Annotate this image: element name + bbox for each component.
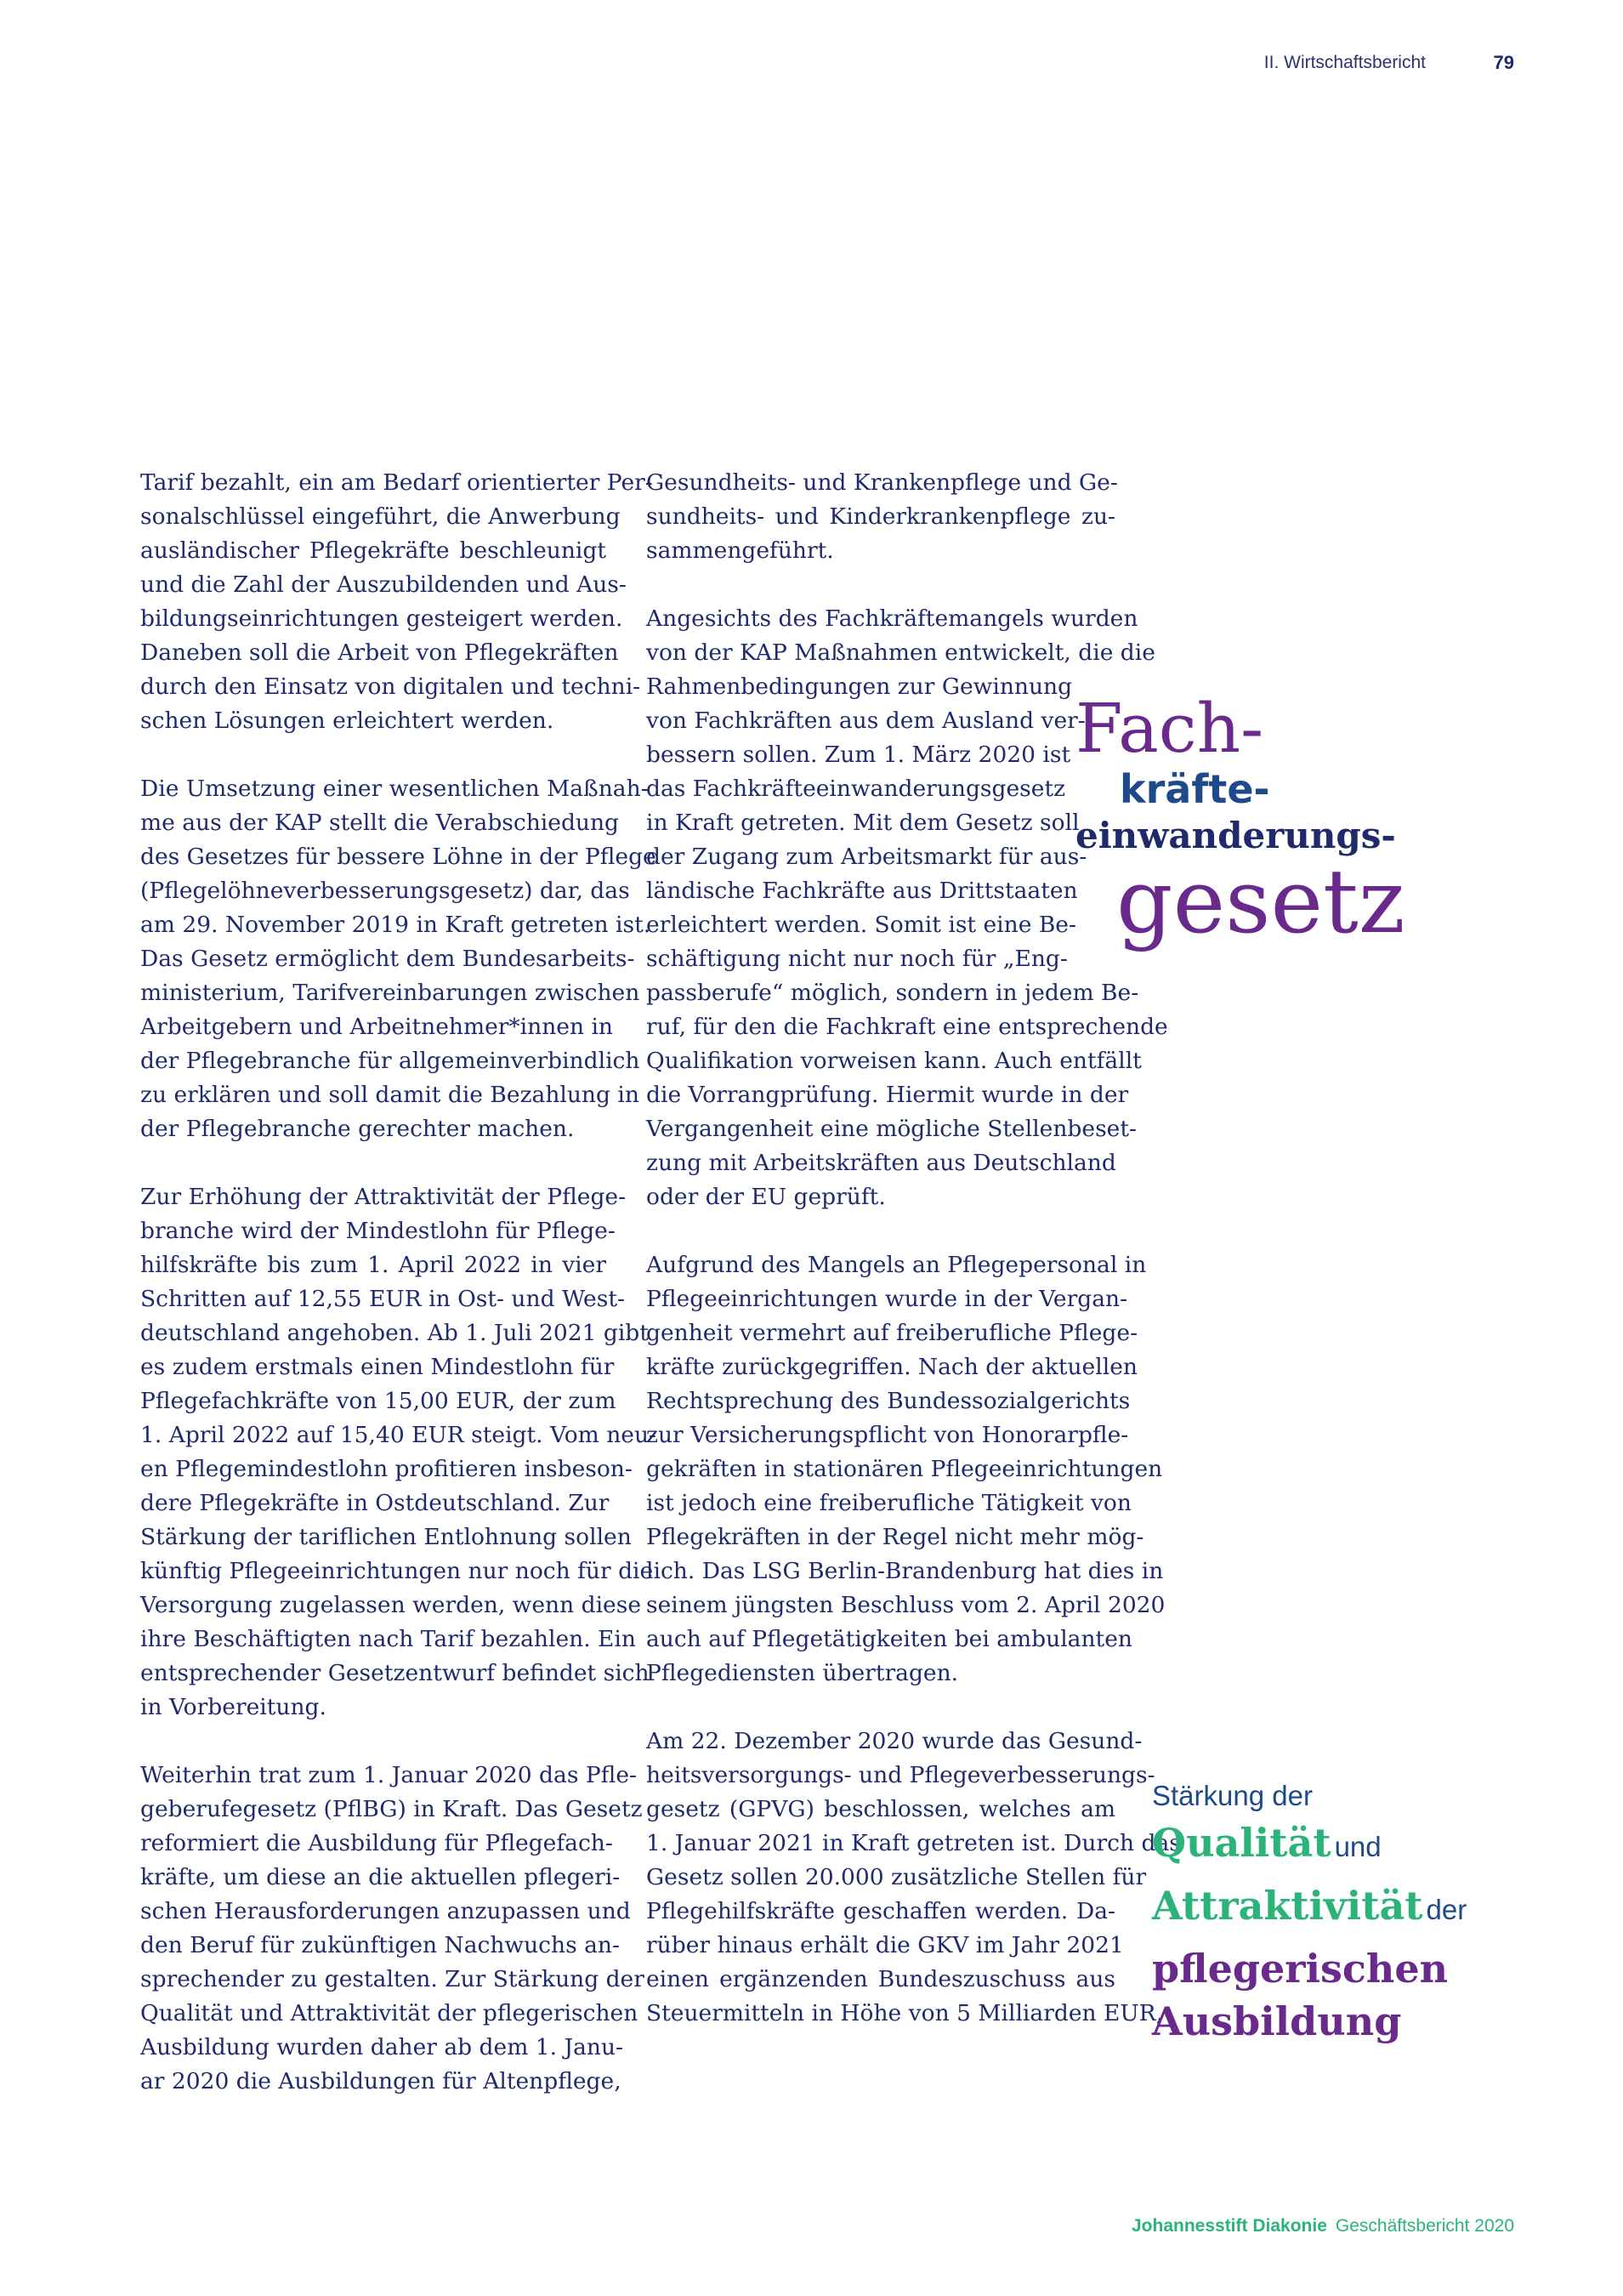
page-footer bbox=[1132, 2216, 1514, 2236]
text-line: entsprechender Gesetzentwurf befindet sich bbox=[140, 1660, 650, 1686]
paragraph bbox=[646, 1248, 1166, 1691]
text-line: von Fachkräften aus dem Ausland ver- bbox=[646, 708, 1086, 734]
pull-quote-line: Stärkung der bbox=[1152, 1780, 1313, 1811]
text-line: zur Versicherungspflicht von Honorarpfle- bbox=[646, 1422, 1129, 1448]
text-line: erleichtert werden. Somit ist eine Be- bbox=[646, 912, 1076, 938]
text-line: Vergangenheit eine mögliche Stellenbeset- bbox=[646, 1116, 1137, 1142]
text-line: ihre Beschäftigten nach Tarif bezahlen. Ein bbox=[140, 1626, 636, 1652]
text-line: Angesichts des Fachkräftemangels wurden bbox=[646, 605, 1138, 632]
text-line: und die Zahl der Auszubildenden und Aus- bbox=[140, 571, 627, 598]
text-line: sammengeführt. bbox=[646, 537, 834, 564]
pull-quote-line: pflegerischen bbox=[1152, 1946, 1449, 1992]
text-line: hilfskräfte bis zum 1. April 2022 in vier bbox=[140, 1252, 606, 1278]
text-line: am 29. November 2019 in Kraft getreten ist. bbox=[140, 912, 651, 938]
text-line: Das Gesetz ermöglicht dem Bundesarbeits- bbox=[140, 946, 635, 972]
text-line: bildungseinrichtungen gesteigert werden. bbox=[140, 605, 623, 632]
text-line: Ausbildung wurden daher ab dem 1. Janu- bbox=[140, 2034, 623, 2060]
text-line: es zudem erstmals einen Mindestlohn für bbox=[140, 1354, 615, 1380]
text-line: Pflegehilfskräfte geschaffen werden. Da- bbox=[646, 1898, 1115, 1924]
paragraph bbox=[646, 602, 1168, 1214]
text-line: künftig Pflegeeinrichtungen nur noch für die bbox=[140, 1558, 654, 1584]
pull-quote-word: Fach- bbox=[1075, 689, 1264, 768]
text-line: 1. April 2022 auf 15,40 EUR steigt. Vom neu- bbox=[140, 1422, 657, 1448]
text-line: Stärkung der tariflichen Entlohnung sollen bbox=[140, 1524, 632, 1550]
text-line: Steuermitteln in Höhe von 5 Milliarden EUR, bbox=[646, 2000, 1164, 2026]
text-line: auch auf Pflegetätigkeiten bei ambulanten bbox=[646, 1626, 1132, 1652]
text-line: Rechtsprechung des Bundessozialgerichts bbox=[646, 1388, 1131, 1414]
text-line: die Vorrangprüfung. Hiermit wurde in der bbox=[646, 1082, 1129, 1108]
text-line: Versorgung zugelassen werden, wenn diese bbox=[140, 1592, 642, 1618]
text-line: Pflegediensten übertragen. bbox=[646, 1660, 959, 1686]
text-line: (Pflegelöhneverbesserungsgesetz) dar, das bbox=[140, 878, 630, 904]
text-line: kräfte zurückgegriffen. Nach der aktuellen bbox=[646, 1354, 1138, 1380]
text-line: bessern sollen. Zum 1. März 2020 ist bbox=[646, 742, 1071, 768]
text-line: ausländischer Pflegekräfte beschleunigt bbox=[140, 537, 606, 564]
text-line: der Pflegebranche gerechter machen. bbox=[140, 1116, 575, 1142]
pull-quote-line: Ausbildung bbox=[1152, 1998, 1402, 2044]
text-line: Pflegeeinrichtungen wurde in der Vergan- bbox=[646, 1286, 1128, 1312]
pull-quote-highlight: Attraktivität bbox=[1152, 1883, 1423, 1929]
text-line: in Vorbereitung. bbox=[140, 1694, 326, 1720]
text-line: einen ergänzenden Bundeszuschuss aus bbox=[646, 1966, 1115, 1992]
text-line: ar 2020 die Ausbildungen für Altenpflege, bbox=[140, 2068, 621, 2094]
text-column-left bbox=[140, 466, 657, 2133]
text-line: Am 22. Dezember 2020 wurde das Gesund- bbox=[646, 1728, 1143, 1754]
text-line: sonalschlüssel eingeführt, die Anwerbung bbox=[140, 503, 621, 530]
pull-quote-highlight: Qualität bbox=[1152, 1820, 1331, 1866]
text-line: Zur Erhöhung der Attraktivität der Pflege- bbox=[140, 1184, 627, 1210]
pull-quote-fachkraefteeinwanderungsgesetz bbox=[1075, 691, 1433, 963]
pull-quote-line bbox=[1152, 1879, 1552, 1942]
text-line: reformiert die Ausbildung für Pflegefach- bbox=[140, 1830, 613, 1856]
text-line: das Fachkräfteeinwanderungsgesetz bbox=[646, 776, 1066, 802]
text-line: Weiterhin trat zum 1. Januar 2020 das Pfle- bbox=[140, 1762, 637, 1788]
page-number: 79 bbox=[1493, 52, 1514, 73]
text-line: schen Herausforderungen anzupassen und bbox=[140, 1898, 631, 1924]
text-line: heitsversorgungs- und Pflegeverbesserungs- bbox=[646, 1762, 1155, 1788]
text-line: Tarif bezahlt, ein am Bedarf orientierter Per- bbox=[140, 469, 653, 496]
text-line: Arbeitgebern und Arbeitnehmer*innen in bbox=[140, 1014, 613, 1040]
text-line: lich. Das LSG Berlin-Brandenburg hat dies in bbox=[646, 1558, 1164, 1584]
text-line: dere Pflegekräfte in Ostdeutschland. Zur bbox=[140, 1490, 610, 1516]
text-line: Schritten auf 12,55 EUR in Ost- und West- bbox=[140, 1286, 625, 1312]
text-line: ruf, für den die Fachkraft eine entsprechende bbox=[646, 1014, 1168, 1040]
text-line: branche wird der Mindestlohn für Pflege- bbox=[140, 1218, 616, 1244]
paragraph bbox=[646, 1725, 1181, 2031]
page-header bbox=[0, 49, 1623, 75]
pull-quote-connector: der bbox=[1426, 1894, 1467, 1925]
text-line: in Kraft getreten. Mit dem Gesetz soll bbox=[646, 810, 1080, 836]
text-line: gesetz (GPVG) beschlossen, welches am bbox=[646, 1796, 1115, 1822]
text-line: oder der EU geprüft. bbox=[646, 1184, 886, 1210]
text-line: Daneben soll die Arbeit von Pflegekräften bbox=[140, 639, 619, 666]
text-line: Die Umsetzung einer wesentlichen Maßnah- bbox=[140, 776, 649, 802]
text-line: von der KAP Maßnahmen entwickelt, die die bbox=[646, 639, 1155, 666]
text-line: gekräften in stationären Pflegeeinrichtungen bbox=[646, 1456, 1163, 1482]
text-line: der Pflegebranche für allgemeinverbindlich bbox=[140, 1048, 640, 1074]
paragraph bbox=[646, 466, 1118, 568]
text-line: en Pflegemindestlohn profitieren insbeson- bbox=[140, 1456, 633, 1482]
text-line: kräfte, um diese an die aktuellen pflegeri- bbox=[140, 1864, 621, 1890]
text-line: 1. Januar 2021 in Kraft getreten ist. Durch das bbox=[646, 1830, 1181, 1856]
text-line: zu erklären und soll damit die Bezahlung in bbox=[140, 1082, 639, 1108]
text-line: geberufegesetz (PflBG) in Kraft. Das Gesetz bbox=[140, 1796, 643, 1822]
text-line: sprechender zu gestalten. Zur Stärkung der bbox=[140, 1966, 644, 1992]
text-line: Qualifikation vorweisen kann. Auch entfällt bbox=[646, 1048, 1142, 1074]
footer-organization: Johannesstift Diakonie bbox=[1131, 2216, 1327, 2236]
text-line: Gesundheits- und Krankenpflege und Ge- bbox=[646, 469, 1118, 496]
footer-report-title: Geschäftsbericht 2020 bbox=[1335, 2216, 1514, 2236]
text-line: des Gesetzes für bessere Löhne in der Pflege bbox=[140, 844, 656, 870]
text-line: Aufgrund des Mangels an Pflegepersonal in bbox=[646, 1252, 1147, 1278]
text-line: schäftigung nicht nur noch für „Eng- bbox=[646, 946, 1068, 972]
paragraph bbox=[140, 466, 653, 738]
text-line: Pflegefachkräfte von 15,00 EUR, der zum bbox=[140, 1388, 616, 1414]
pull-quote-word: kräfte- bbox=[1120, 766, 1270, 812]
text-line: rüber hinaus erhält die GKV im Jahr 2021 bbox=[646, 1932, 1124, 1958]
text-line: sundheits- und Kinderkrankenpflege zu- bbox=[646, 503, 1115, 530]
paragraph bbox=[140, 1180, 657, 1725]
text-line: deutschland angehoben. Ab 1. Juli 2021 gibt bbox=[140, 1320, 649, 1346]
pull-quote-connector: und bbox=[1334, 1831, 1382, 1862]
text-line: seinem jüngsten Beschluss vom 2. April 2020 bbox=[646, 1592, 1166, 1618]
text-line: den Beruf für zukünftigen Nachwuchs an- bbox=[140, 1932, 620, 1958]
text-line: Pflegekräften in der Regel nicht mehr mög- bbox=[646, 1524, 1144, 1550]
text-line: schen Lösungen erleichtert werden. bbox=[140, 708, 554, 734]
pull-quote-line bbox=[1152, 1816, 1552, 1879]
paragraph bbox=[140, 1759, 644, 2099]
pull-quote-word: einwanderungs- bbox=[1075, 815, 1396, 856]
text-line: ministerium, Tarifvereinbarungen zwischen bbox=[140, 980, 640, 1006]
text-column-right bbox=[646, 466, 1181, 2065]
text-line: ländische Fachkräfte aus Drittstaaten bbox=[646, 878, 1078, 904]
pull-quote-ausbildung bbox=[1152, 1776, 1552, 2048]
text-line: der Zugang zum Arbeitsmarkt für aus- bbox=[646, 844, 1087, 870]
text-line: Rahmenbedingungen zur Gewinnung bbox=[646, 673, 1073, 700]
text-line: zung mit Arbeitskräften aus Deutschland bbox=[646, 1150, 1116, 1176]
section-title: II. Wirtschaftsbericht bbox=[1263, 53, 1426, 72]
text-line: genheit vermehrt auf freiberufliche Pflege- bbox=[646, 1320, 1138, 1346]
text-line: Gesetz sollen 20.000 zusätzliche Stellen für bbox=[646, 1864, 1147, 1890]
text-line: ist jedoch eine freiberufliche Tätigkeit von bbox=[646, 1490, 1132, 1516]
paragraph bbox=[140, 772, 656, 1146]
text-line: passberufe“ möglich, sondern in jedem Be- bbox=[646, 980, 1139, 1006]
pull-quote-word: gesetz bbox=[1116, 850, 1405, 953]
text-line: Qualität und Attraktivität der pflegerischen bbox=[140, 2000, 638, 2026]
text-line: durch den Einsatz von digitalen und techni- bbox=[140, 673, 641, 700]
text-line: me aus der KAP stellt die Verabschiedung bbox=[140, 810, 620, 836]
